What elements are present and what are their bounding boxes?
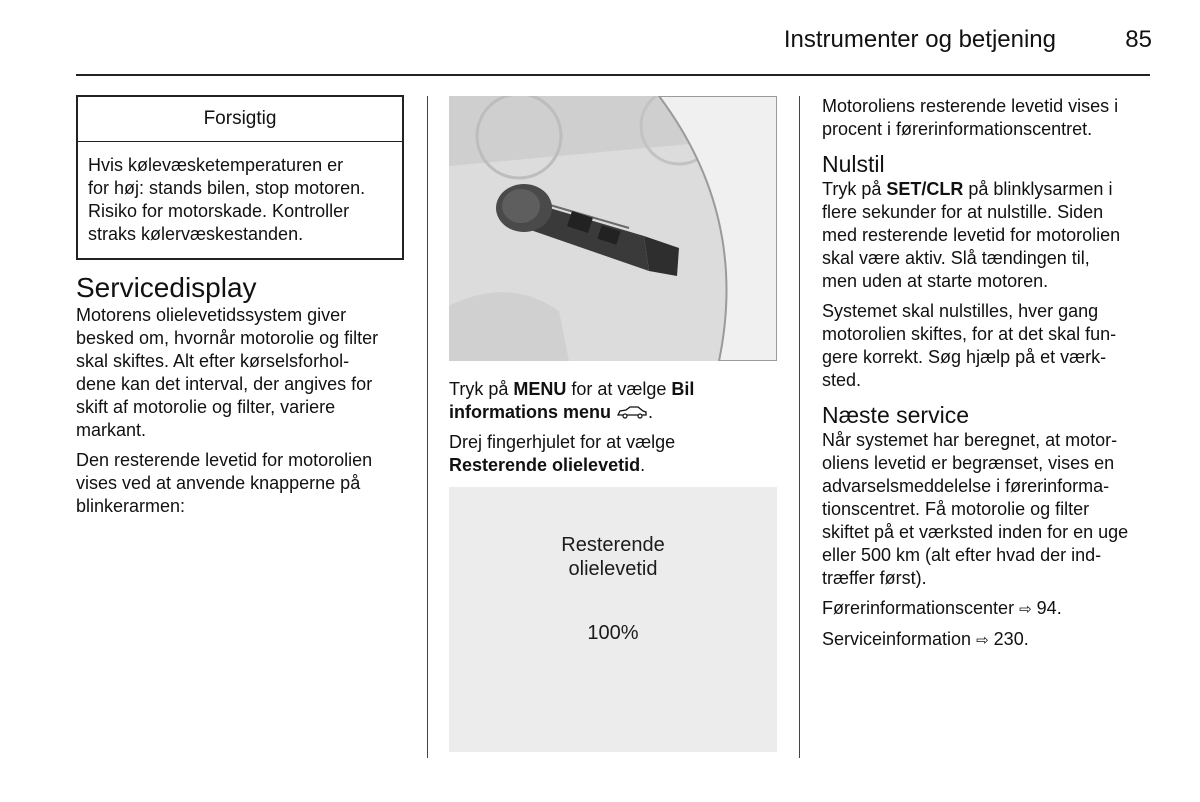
column-divider-right: [799, 96, 800, 758]
text: på blinklysarmen i: [963, 179, 1113, 199]
text-line: Den resterende levetid for motorolien: [76, 450, 373, 470]
caution-body: [78, 142, 402, 258]
reference-page: 94.: [1036, 598, 1062, 618]
cross-reference[interactable]: [822, 597, 1162, 621]
middle-column-text: [449, 378, 779, 484]
text: Tryk på: [822, 179, 887, 199]
set-clr-keyword: SET/CLR: [886, 179, 964, 199]
text-line: Motoroliens resterende levetid vises i: [822, 96, 1119, 116]
reference-label: Førerinformationscenter: [822, 598, 1015, 618]
menu-keyword: MENU: [513, 379, 567, 399]
text-line: dene kan det interval, der angives for: [76, 374, 373, 394]
paragraph: [449, 378, 779, 424]
text-line: sted.: [822, 370, 862, 390]
bil-keyword: Bil: [671, 379, 695, 399]
reference-arrow-icon: ⇨: [1019, 601, 1032, 618]
text-line: gere korrekt. Søg hjælp på et værk-: [822, 347, 1107, 367]
turn-signal-lever-photo: [449, 96, 777, 361]
paragraph: [822, 178, 1162, 293]
reference-page: 230.: [993, 629, 1029, 649]
caution-line: for høj: stands bilen, stop motoren.: [88, 178, 366, 198]
right-column: [822, 95, 1162, 659]
text-line: Drej fingerhjulet for at vælge: [449, 432, 676, 452]
car-icon: [616, 402, 648, 422]
section-heading-servicedisplay: Servicedisplay: [76, 272, 257, 303]
text-line: vises ved at anvende knapperne på: [76, 473, 361, 493]
paragraph: [76, 449, 404, 518]
text-line: blinkerarmen:: [76, 496, 186, 516]
text-line: advarselsmeddelelse i førerinforma-: [822, 476, 1110, 496]
text-line: skal være aktiv. Slå tændingen til,: [822, 248, 1090, 268]
text-line: besked om, hvornår motorolie og filter: [76, 328, 379, 348]
running-header-title: Instrumenter og betjening: [783, 26, 1056, 53]
text: .: [640, 455, 646, 475]
lever-illustration: [449, 96, 777, 361]
text-line: træffer først).: [822, 568, 927, 588]
display-label-line2: olielevetid: [568, 558, 658, 580]
column-divider-left: [427, 96, 428, 758]
text-line: tionscentret. Få motorolie og filter: [822, 499, 1090, 519]
text-line: markant.: [76, 420, 147, 440]
text-line: motorolien skiftes, for at det skal fun-: [822, 324, 1117, 344]
text-line: Motorens olielevetidssystem giver: [76, 305, 347, 325]
display-label-line1: Resterende: [561, 534, 665, 556]
text-line: Systemet skal nulstilles, hver gang: [822, 301, 1099, 321]
section-heading-nulstil: Nulstil: [822, 151, 885, 177]
text-line: eller 500 km (alt efter hvad der ind-: [822, 545, 1102, 565]
text-line: men uden at starte motoren.: [822, 271, 1049, 291]
paragraph: [76, 304, 404, 442]
text-line: skift af motorolie og filter, variere: [76, 397, 336, 417]
caution-line: Risiko for motorskade. Kontroller: [88, 201, 350, 221]
menu-name: informations menu: [449, 402, 612, 422]
caution-line: straks kølervæskestanden.: [88, 224, 304, 244]
paragraph: [822, 300, 1162, 392]
text-line: flere sekunder for at nulstille. Siden: [822, 202, 1104, 222]
caution-title: Forsigtig: [78, 97, 402, 142]
text-line: oliens levetid er begrænset, vises en: [822, 453, 1115, 473]
text-line: procent i førerinformationscentret.: [822, 119, 1093, 139]
text-line: skiftet på et værksted inden for en uge: [822, 522, 1129, 542]
header-rule: [76, 74, 1150, 76]
text-line: Når systemet har beregnet, at motor-: [822, 430, 1118, 450]
paragraph: [822, 429, 1162, 590]
paragraph: [822, 95, 1162, 141]
text-line: med resterende levetid for motorolien: [822, 225, 1121, 245]
text: for at vælge: [566, 379, 672, 399]
caution-line: Hvis kølevæsketemperaturen er: [88, 155, 344, 175]
info-display-screen: [449, 487, 777, 752]
text: .: [648, 402, 654, 422]
cross-reference[interactable]: [822, 628, 1162, 652]
display-value: 100%: [587, 622, 639, 644]
left-column: [76, 95, 404, 525]
section-heading-naeste-service: Næste service: [822, 402, 969, 428]
menu-item-name: Resterende olielevetid: [449, 455, 641, 475]
text-line: skal skiftes. Alt efter kørselsforhol-: [76, 351, 350, 371]
page-number: 85: [1125, 26, 1152, 53]
text: Tryk på: [449, 379, 514, 399]
reference-label: Serviceinformation: [822, 629, 972, 649]
caution-box: [76, 95, 404, 260]
paragraph: [449, 431, 779, 477]
reference-arrow-icon: ⇨: [976, 632, 989, 649]
